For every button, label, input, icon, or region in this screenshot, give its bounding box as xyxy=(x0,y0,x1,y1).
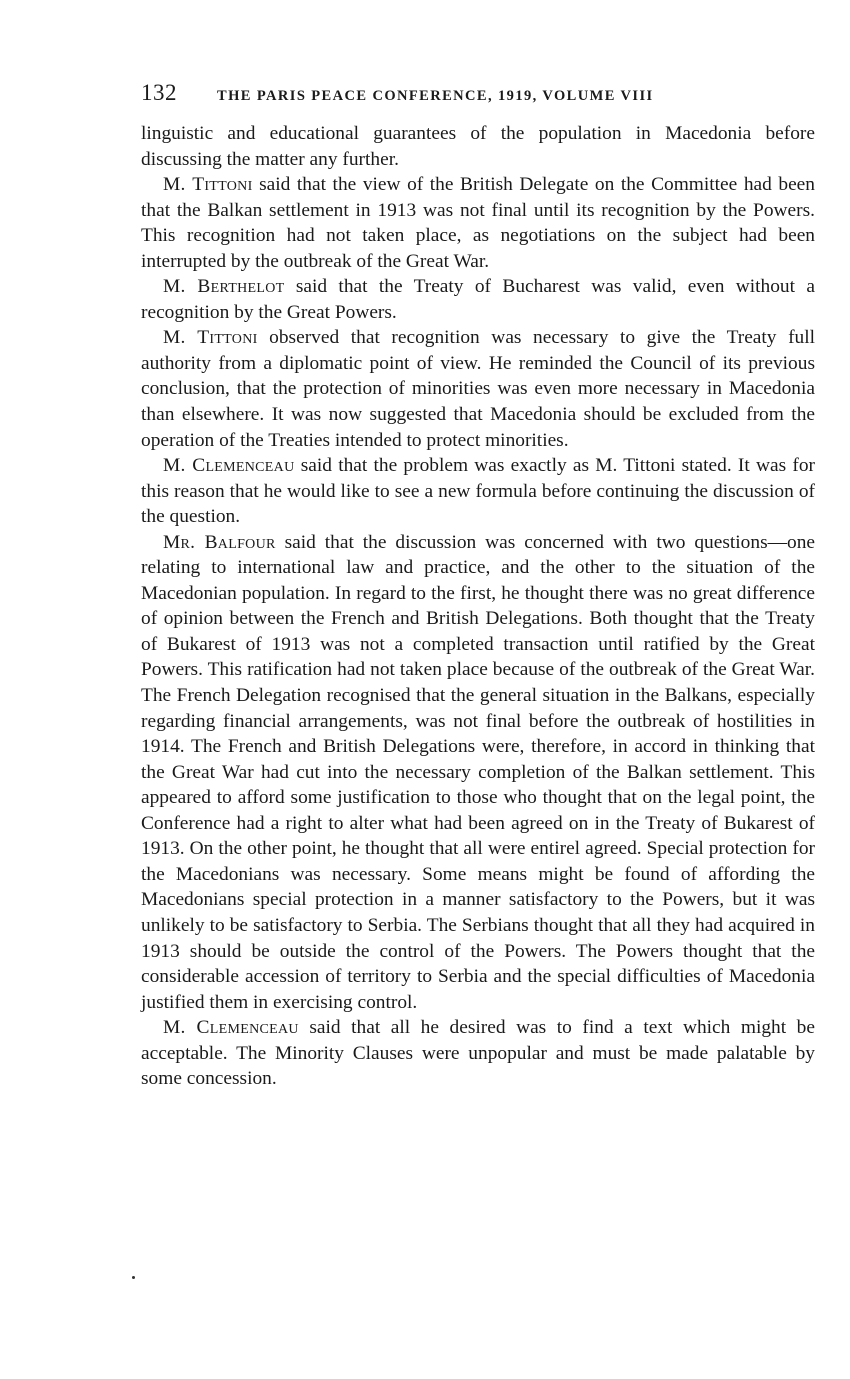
paragraph-text: said that the view of the British Delegate on the Committee had been that the Balkan settlement in 1913 was not final until its recognition by the Powers. This recognition had not taken place, as negotiations on the subject had been interrupted by the outbreak of the Great War. xyxy=(141,174,815,272)
speaker-name: M. Clemenceau xyxy=(163,1017,299,1039)
page-number: 132 xyxy=(141,80,177,105)
paragraph-berthelot xyxy=(141,274,815,325)
speaker-name: M. Clemenceau xyxy=(163,455,295,477)
paragraph-clemenceau-1 xyxy=(141,453,815,530)
paragraph-text: observed that recognition was necessary to give the Treaty full authority from a diplomatic point of view. He reminded the Council of its previous conclusion, that the protection of minorities was even more necessary in Macedonia than elsewhere. It was now suggested that Macedonia should be excluded from the operation of the Treaties intended to protect minorities. xyxy=(141,327,816,451)
page-header xyxy=(141,80,821,108)
stray-dot-mark xyxy=(132,1276,135,1279)
paragraph-continuation xyxy=(141,121,815,172)
speaker-name: M. Berthelot xyxy=(163,276,285,298)
body-text xyxy=(141,121,815,1092)
speaker-name: M. Tittoni xyxy=(163,327,258,349)
speaker-name: M. Tittoni xyxy=(163,174,253,196)
paragraph-balfour xyxy=(141,530,815,1015)
paragraph-text: said that all he desired was to find a text which might be acceptable. The Minority Clauses were unpopular and must be made palatable by some concession. xyxy=(141,1017,815,1090)
paragraph-tittoni-2 xyxy=(141,325,815,453)
paragraph-text: said that the discussion was concerned with two questions—one relating to international law and practice, and the other to the situation of the Macedonian population. In regard to the first, he thought there was no great difference of opinion between the French and British Delegations. Both thought that the Treaty of Bukarest of 1913 was not a completed transaction until ratified by the Great Powers. This ratification had not taken place because of the outbreak of the Great War. The French Delegation recognised that the general situation in the Balkans, especially regarding financial arrangements, was not final before the outbreak of hostilities in 1914. The French and British Delegations were, therefore, in accord in thinking that the Great War had cut into the necessary completion of the Balkan settlement. This appeared to afford some justification to those who thought that on the legal point, the Conference had a right to alter what had been agreed on in the Treaty of Bukarest of 1913. On the other point, he thought that all were entirel agreed. Special protection for the Macedonians was necessary. Some means might be found of affording the Macedonians special protection in a manner satisfactory to the Powers, but it was unlikely to be satisfactory to Serbia. The Serbians thought that all they had acquired in 1913 should be outside the control of the Powers. The Powers thought that the considerable accession of territory to Serbia and the special difficulties of Macedonia justified them in exercising control. xyxy=(141,531,816,1013)
paragraph-text: said that the problem was exactly as M. Tittoni stated. It was for this reason that he would like to see a new formula before continuing the discussion of the question. xyxy=(141,455,815,528)
running-title: THE PARIS PEACE CONFERENCE, 1919, VOLUME VIII xyxy=(217,88,654,104)
paragraph-clemenceau-2 xyxy=(141,1015,815,1092)
speaker-name: Mr. Balfour xyxy=(163,531,276,553)
paragraph-tittoni-1 xyxy=(141,172,815,274)
paragraph-text: linguistic and educational guarantees of the population in Macedonia before discussing the matter any further. xyxy=(141,123,815,170)
paragraph-text: said that the Treaty of Bucharest was valid, even without a recognition by the Great Powers. xyxy=(141,276,815,323)
